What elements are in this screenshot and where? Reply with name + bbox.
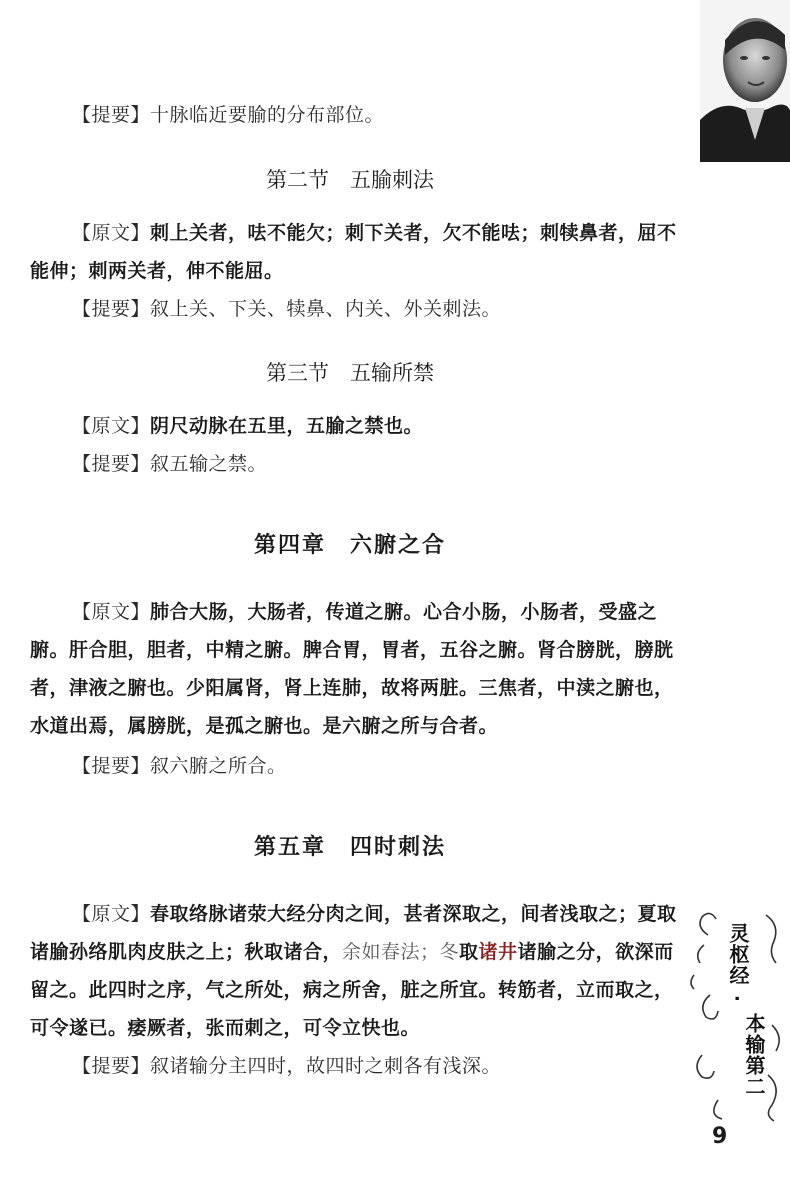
summary-paragraph xyxy=(30,290,678,328)
original-text: 取 xyxy=(459,941,479,963)
label-yuanwen: 【原文】 xyxy=(72,222,151,244)
running-book-title: 灵枢经 xyxy=(726,923,750,986)
label-tiyao: 【提要】 xyxy=(72,755,151,777)
original-text-highlight: 诸井 xyxy=(478,941,518,963)
summary-text: 十脉临近要腧的分布部位。 xyxy=(150,104,385,126)
label-yuanwen: 【原文】 xyxy=(72,415,151,437)
original-text-paragraph xyxy=(30,895,678,1047)
original-text-faint: 余如春法；冬 xyxy=(342,941,460,963)
summary-paragraph xyxy=(30,445,678,483)
author-portrait xyxy=(700,0,790,162)
label-yuanwen: 【原文】 xyxy=(72,903,151,925)
chapter-heading: 第四章 六腑之合 xyxy=(253,532,446,558)
original-text: 刺上关者，呿不能欠；刺下关者，欠不能呿；刺犊鼻者，屈不能伸；刺两关者，伸不能屈。 xyxy=(30,222,677,282)
summary-text: 叙五输之禁。 xyxy=(150,453,268,475)
chapter-heading: 第五章 四时刺法 xyxy=(253,834,446,860)
original-text: 诸腧之分，欲深而留之。此四时之序，气之所处，病之所舍，脏之所宜。转筋者，立而取之，可令遂已。痿厥者，张而刺之，可令立快也。 xyxy=(30,941,674,1039)
original-text: 春取络脉诸荥大经分肉之间，甚者深取之，间者浅取之；夏取诸腧孙络肌肉皮肤之上；秋取诸合， xyxy=(30,903,677,963)
original-text-paragraph xyxy=(30,214,678,290)
original-text: 肺合大肠，大肠者，传道之腑。心合小肠，小肠者，受盛之腑。肝合胆，胆者，中精之腑。脾合胃，胃者，五谷之腑。肾合膀胱，膀胱者，津液之腑也。少阳属肾，肾上连肺，故将两脏。三焦者，中渎之腑也，水道出焉，属膀胱，是孤之腑也。是六腑之所与合者。 xyxy=(30,601,674,737)
summary-text: 叙诸输分主四时，故四时之刺各有浅深。 xyxy=(150,1055,502,1077)
summary-text: 叙六腑之所合。 xyxy=(150,755,287,777)
label-tiyao: 【提要】 xyxy=(72,453,151,475)
summary-text: 叙上关、下关、犊鼻、内关、外关刺法。 xyxy=(150,298,502,320)
original-text-paragraph xyxy=(30,593,678,745)
running-title-ornament xyxy=(688,905,790,1125)
original-text-paragraph xyxy=(30,407,678,445)
summary-paragraph xyxy=(30,96,678,134)
summary-paragraph xyxy=(30,1047,678,1085)
running-chapter-title: 本输第二 xyxy=(742,1013,766,1097)
original-text: 阴尺动脉在五里，五腧之禁也。 xyxy=(150,415,424,437)
separator-dot: · xyxy=(726,995,747,1003)
summary-paragraph xyxy=(30,747,678,785)
label-tiyao: 【提要】 xyxy=(72,104,151,126)
label-yuanwen: 【原文】 xyxy=(72,601,151,623)
section-heading: 第三节 五输所禁 xyxy=(266,361,434,385)
label-tiyao: 【提要】 xyxy=(72,298,151,320)
page-number: 9 xyxy=(712,1124,728,1149)
label-tiyao: 【提要】 xyxy=(72,1055,151,1077)
section-heading: 第二节 五腧刺法 xyxy=(266,168,434,192)
